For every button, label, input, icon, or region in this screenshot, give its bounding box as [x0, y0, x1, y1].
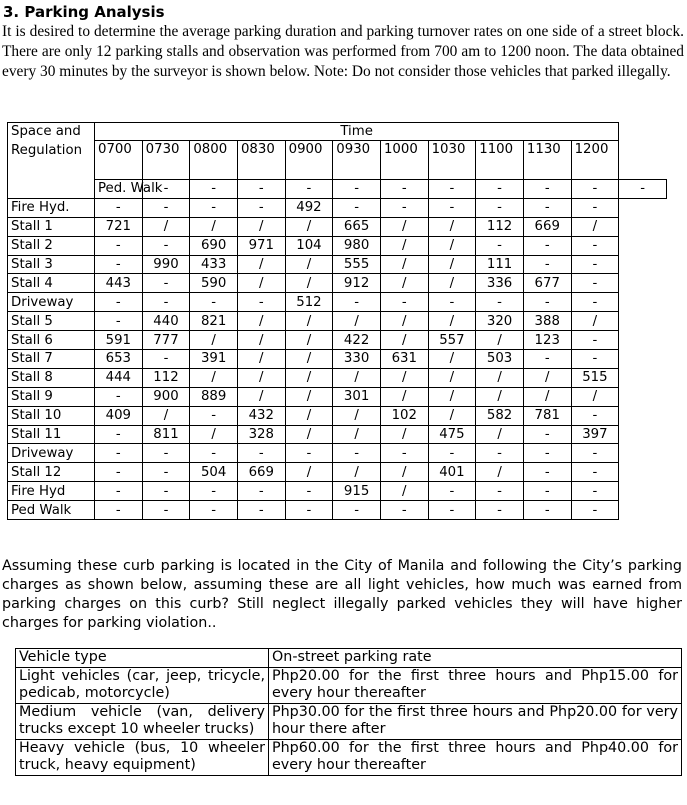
table-row: [8, 217, 667, 236]
table-cell: -: [476, 293, 524, 312]
table-cell: 301: [333, 387, 381, 406]
table-cell: -: [190, 444, 238, 463]
table-row: [8, 180, 667, 199]
table-cell: -: [523, 255, 571, 274]
time-header: Time: [95, 123, 619, 141]
row-label: Stall 1: [8, 217, 95, 236]
table-cell: /: [476, 368, 524, 387]
table-cell: -: [190, 293, 238, 312]
table-cell: 391: [190, 350, 238, 369]
table-cell: 677: [523, 274, 571, 293]
table-cell: /: [237, 312, 285, 331]
table-cell: 665: [333, 217, 381, 236]
table-cell: /: [190, 331, 238, 350]
table-cell: /: [428, 368, 476, 387]
table-cell: -: [237, 198, 285, 217]
table-cell: -: [95, 236, 143, 255]
rates-row: [16, 667, 682, 703]
table-cell: /: [237, 255, 285, 274]
time-col-header: 1030: [428, 141, 476, 180]
table-cell: /: [333, 406, 381, 425]
table-cell: 504: [190, 463, 238, 482]
table-cell: -: [95, 312, 143, 331]
table-cell: -: [523, 425, 571, 444]
table-cell: 669: [237, 463, 285, 482]
table-cell: /: [333, 463, 381, 482]
table-cell: -: [571, 236, 619, 255]
table-cell: /: [380, 217, 428, 236]
table-cell: /: [285, 463, 333, 482]
table-cell: 111: [476, 255, 524, 274]
table-cell: -: [523, 198, 571, 217]
table-row: [8, 274, 667, 293]
table-cell: 912: [333, 274, 381, 293]
table-cell: 104: [285, 236, 333, 255]
table-cell: /: [190, 217, 238, 236]
time-col-header: 1130: [523, 141, 571, 180]
table-row: [8, 293, 667, 312]
row-label: Fire Hyd: [8, 482, 95, 501]
table-cell: -: [95, 501, 143, 520]
table-cell: /: [380, 236, 428, 255]
table-cell: 669: [523, 217, 571, 236]
row-label: Stall 3: [8, 255, 95, 274]
time-col-header: 1200: [571, 141, 619, 180]
header-row: [8, 123, 667, 141]
table-cell: 590: [190, 274, 238, 293]
table-cell: -: [571, 406, 619, 425]
table-cell: -: [142, 180, 190, 199]
row-label: Driveway: [8, 293, 95, 312]
table-cell: 409: [95, 406, 143, 425]
table-cell: 653: [95, 350, 143, 369]
time-header-row: [8, 141, 667, 180]
table-row: [8, 236, 667, 255]
table-cell: /: [380, 425, 428, 444]
table-cell: -: [333, 293, 381, 312]
table-cell: -: [571, 255, 619, 274]
table-row: [8, 312, 667, 331]
table-cell: /: [476, 463, 524, 482]
table-cell: -: [142, 482, 190, 501]
table-cell: -: [380, 180, 428, 199]
row-label: Stall 9: [8, 387, 95, 406]
rates-column-header: Vehicle type: [16, 649, 269, 668]
table-cell: 515: [571, 368, 619, 387]
table-cell: 422: [333, 331, 381, 350]
table-cell: 900: [142, 387, 190, 406]
table-cell: /: [571, 217, 619, 236]
table-cell: -: [285, 482, 333, 501]
table-cell: -: [380, 198, 428, 217]
table-cell: 475: [428, 425, 476, 444]
table-cell: 440: [142, 312, 190, 331]
table-cell: /: [428, 350, 476, 369]
table-cell: 388: [523, 312, 571, 331]
table-cell: -: [142, 463, 190, 482]
table-cell: 591: [95, 331, 143, 350]
table-cell: 503: [476, 350, 524, 369]
parking-rate-cell: Php30.00 for the first three hours and Php20.00 for very hour there after: [269, 703, 682, 739]
table-cell: /: [285, 425, 333, 444]
table-cell: /: [190, 425, 238, 444]
time-col-header: 0900: [285, 141, 333, 180]
table-cell: /: [476, 425, 524, 444]
time-col-header: 1100: [476, 141, 524, 180]
table-cell: /: [571, 387, 619, 406]
table-cell: -: [190, 180, 238, 199]
table-cell: -: [95, 444, 143, 463]
row-label: Stall 8: [8, 368, 95, 387]
table-cell: 102: [380, 406, 428, 425]
table-cell: /: [285, 331, 333, 350]
table-cell: -: [237, 501, 285, 520]
table-cell: /: [237, 274, 285, 293]
table-cell: -: [523, 463, 571, 482]
table-cell: /: [428, 387, 476, 406]
table-cell: /: [237, 331, 285, 350]
parking-rate-cell: Php20.00 for the first three hours and Php15.00 for every hour thereafter: [269, 667, 682, 703]
table-cell: 555: [333, 255, 381, 274]
table-cell: 444: [95, 368, 143, 387]
parking-rates-table: [15, 648, 682, 776]
table-cell: -: [523, 482, 571, 501]
table-cell: /: [523, 387, 571, 406]
table-cell: -: [237, 482, 285, 501]
table-cell: -: [95, 482, 143, 501]
table-cell: /: [380, 368, 428, 387]
table-cell: /: [333, 368, 381, 387]
table-cell: /: [285, 368, 333, 387]
time-col-header: 0730: [142, 141, 190, 180]
table-row: [8, 331, 667, 350]
table-cell: -: [571, 482, 619, 501]
table-cell: 123: [523, 331, 571, 350]
table-cell: -: [95, 255, 143, 274]
question-paragraph: Assuming these curb parking is located in the City of Manila and following the City’s parking charges as shown below, assuming these are all light vehicles, how much was earned from parking charges on this curb? Still neglect illegally parked vehicles they will have higher charges for parking violation..: [2, 558, 682, 631]
table-cell: -: [571, 274, 619, 293]
time-col-header: 1000: [380, 141, 428, 180]
table-cell: /: [380, 463, 428, 482]
table-cell: 990: [142, 255, 190, 274]
table-cell: 432: [237, 406, 285, 425]
table-cell: -: [428, 180, 476, 199]
table-cell: 512: [285, 293, 333, 312]
parking-rate-cell: Php60.00 for the first three hours and Php40.00 for every hour thereafter: [269, 739, 682, 775]
table-row: [8, 350, 667, 369]
table-cell: /: [380, 312, 428, 331]
row-label: Fire Hyd.: [8, 198, 95, 217]
table-cell: -: [142, 350, 190, 369]
table-cell: /: [476, 387, 524, 406]
vehicle-type-cell: Light vehicles (car, jeep, tricycle, pedicab, motorcycle): [16, 667, 269, 703]
table-cell: -: [523, 444, 571, 463]
table-cell: -: [142, 236, 190, 255]
space-regulation-header: Space and Regulation: [8, 123, 95, 199]
table-cell: 781: [523, 406, 571, 425]
table-cell: /: [285, 387, 333, 406]
table-cell: /: [428, 274, 476, 293]
table-cell: -: [523, 350, 571, 369]
table-cell: 320: [476, 312, 524, 331]
table-cell: -: [523, 501, 571, 520]
table-cell: -: [95, 463, 143, 482]
table-cell: -: [285, 180, 333, 199]
table-cell: -: [476, 236, 524, 255]
rates-row: [16, 739, 682, 775]
table-cell: 330: [333, 350, 381, 369]
table-cell: -: [380, 501, 428, 520]
table-cell: /: [285, 255, 333, 274]
table-cell: -: [285, 501, 333, 520]
table-cell: /: [428, 312, 476, 331]
rates-column-header: On-street parking rate: [269, 649, 682, 668]
table-cell: /: [237, 350, 285, 369]
row-label: Stall 2: [8, 236, 95, 255]
table-cell: -: [571, 444, 619, 463]
table-cell: /: [476, 331, 524, 350]
table-cell: -: [523, 236, 571, 255]
table-cell: /: [380, 274, 428, 293]
table-cell: 980: [333, 236, 381, 255]
table-cell: -: [333, 180, 381, 199]
table-cell: -: [380, 444, 428, 463]
table-cell: 821: [190, 312, 238, 331]
table-cell: /: [285, 217, 333, 236]
time-col-header: 0830: [237, 141, 285, 180]
table-cell: 433: [190, 255, 238, 274]
table-cell: -: [95, 387, 143, 406]
table-cell: /: [285, 406, 333, 425]
table-cell: 112: [142, 368, 190, 387]
table-row: [8, 463, 667, 482]
vehicle-type-cell: Heavy vehicle (bus, 10 wheeler truck, heavy equipment): [16, 739, 269, 775]
row-label: Stall 10: [8, 406, 95, 425]
table-cell: /: [428, 255, 476, 274]
table-cell: -: [333, 198, 381, 217]
table-cell: -: [190, 406, 238, 425]
table-cell: -: [428, 198, 476, 217]
table-cell: -: [476, 198, 524, 217]
table-cell: -: [571, 293, 619, 312]
table-cell: -: [523, 180, 571, 199]
table-cell: -: [571, 180, 619, 199]
table-row: [8, 482, 667, 501]
table-cell: -: [428, 501, 476, 520]
table-cell: -: [571, 331, 619, 350]
table-cell: -: [619, 180, 667, 199]
table-cell: 401: [428, 463, 476, 482]
table-cell: /: [333, 312, 381, 331]
section-title: 3. Parking Analysis: [3, 3, 165, 21]
row-label: Stall 11: [8, 425, 95, 444]
table-cell: 631: [380, 350, 428, 369]
time-col-header: 0700: [95, 141, 143, 180]
table-row: [8, 198, 667, 217]
table-cell: 328: [237, 425, 285, 444]
table-cell: -: [285, 444, 333, 463]
table-row: [8, 501, 667, 520]
row-label: Stall 5: [8, 312, 95, 331]
table-row: [8, 425, 667, 444]
table-cell: /: [428, 236, 476, 255]
table-cell: -: [142, 444, 190, 463]
table-cell: 721: [95, 217, 143, 236]
table-cell: 811: [142, 425, 190, 444]
table-cell: 915: [333, 482, 381, 501]
table-cell: /: [428, 406, 476, 425]
time-col-header: 0800: [190, 141, 238, 180]
table-row: [8, 255, 667, 274]
rates-row: [16, 703, 682, 739]
table-cell: /: [333, 425, 381, 444]
table-cell: -: [333, 444, 381, 463]
table-cell: -: [95, 198, 143, 217]
intro-paragraph: It is desired to determine the average parking duration and parking turnover rates on one side of a street block. There are only 12 parking stalls and observation was performed from 700 am to 1200 noon. The data obtained every 30 minutes by the surveyor is shown below. Note: Do not consider those vehicles that parked illegally.: [2, 23, 684, 80]
row-label: Ped. Walk: [95, 180, 143, 199]
table-cell: -: [476, 482, 524, 501]
table-cell: /: [380, 387, 428, 406]
table-cell: /: [380, 482, 428, 501]
table-cell: /: [571, 312, 619, 331]
table-cell: -: [571, 198, 619, 217]
parking-observation-table: [7, 122, 667, 520]
table-cell: /: [523, 368, 571, 387]
table-cell: -: [142, 501, 190, 520]
row-label: Ped Walk: [8, 501, 95, 520]
table-cell: 397: [571, 425, 619, 444]
table-cell: -: [95, 425, 143, 444]
table-cell: -: [428, 444, 476, 463]
table-cell: 777: [142, 331, 190, 350]
table-cell: -: [380, 293, 428, 312]
table-cell: 582: [476, 406, 524, 425]
table-cell: 889: [190, 387, 238, 406]
table-cell: -: [190, 501, 238, 520]
table-row: [8, 444, 667, 463]
table-cell: /: [237, 387, 285, 406]
table-cell: -: [571, 350, 619, 369]
table-cell: -: [571, 501, 619, 520]
table-cell: /: [142, 406, 190, 425]
row-label: Driveway: [8, 444, 95, 463]
row-label: Stall 12: [8, 463, 95, 482]
table-row: [8, 387, 667, 406]
table-cell: /: [237, 217, 285, 236]
table-cell: 690: [190, 236, 238, 255]
table-cell: -: [476, 180, 524, 199]
rates-header-row: [16, 649, 682, 668]
row-label: Stall 7: [8, 350, 95, 369]
table-cell: -: [190, 198, 238, 217]
table-cell: -: [571, 463, 619, 482]
table-cell: /: [237, 368, 285, 387]
table-cell: 112: [476, 217, 524, 236]
table-cell: -: [142, 198, 190, 217]
table-cell: /: [285, 312, 333, 331]
table-cell: /: [380, 255, 428, 274]
table-cell: /: [428, 217, 476, 236]
row-label: Stall 4: [8, 274, 95, 293]
table-cell: 557: [428, 331, 476, 350]
table-cell: /: [142, 217, 190, 236]
table-cell: 971: [237, 236, 285, 255]
table-cell: -: [428, 293, 476, 312]
table-cell: /: [190, 368, 238, 387]
table-cell: -: [476, 444, 524, 463]
table-cell: -: [95, 293, 143, 312]
table-cell: -: [523, 293, 571, 312]
table-cell: -: [428, 482, 476, 501]
table-cell: /: [285, 350, 333, 369]
table-cell: 443: [95, 274, 143, 293]
table-cell: -: [142, 293, 190, 312]
table-cell: -: [237, 180, 285, 199]
vehicle-type-cell: Medium vehicle (van, delivery trucks except 10 wheeler trucks): [16, 703, 269, 739]
table-cell: -: [237, 293, 285, 312]
row-label: Stall 6: [8, 331, 95, 350]
table-cell: /: [380, 331, 428, 350]
table-cell: 336: [476, 274, 524, 293]
table-row: [8, 406, 667, 425]
table-row: [8, 368, 667, 387]
table-cell: -: [237, 444, 285, 463]
table-cell: /: [285, 274, 333, 293]
table-cell: -: [476, 501, 524, 520]
time-col-header: 0930: [333, 141, 381, 180]
table-cell: 492: [285, 198, 333, 217]
table-cell: -: [142, 274, 190, 293]
table-cell: -: [333, 501, 381, 520]
table-cell: -: [190, 482, 238, 501]
